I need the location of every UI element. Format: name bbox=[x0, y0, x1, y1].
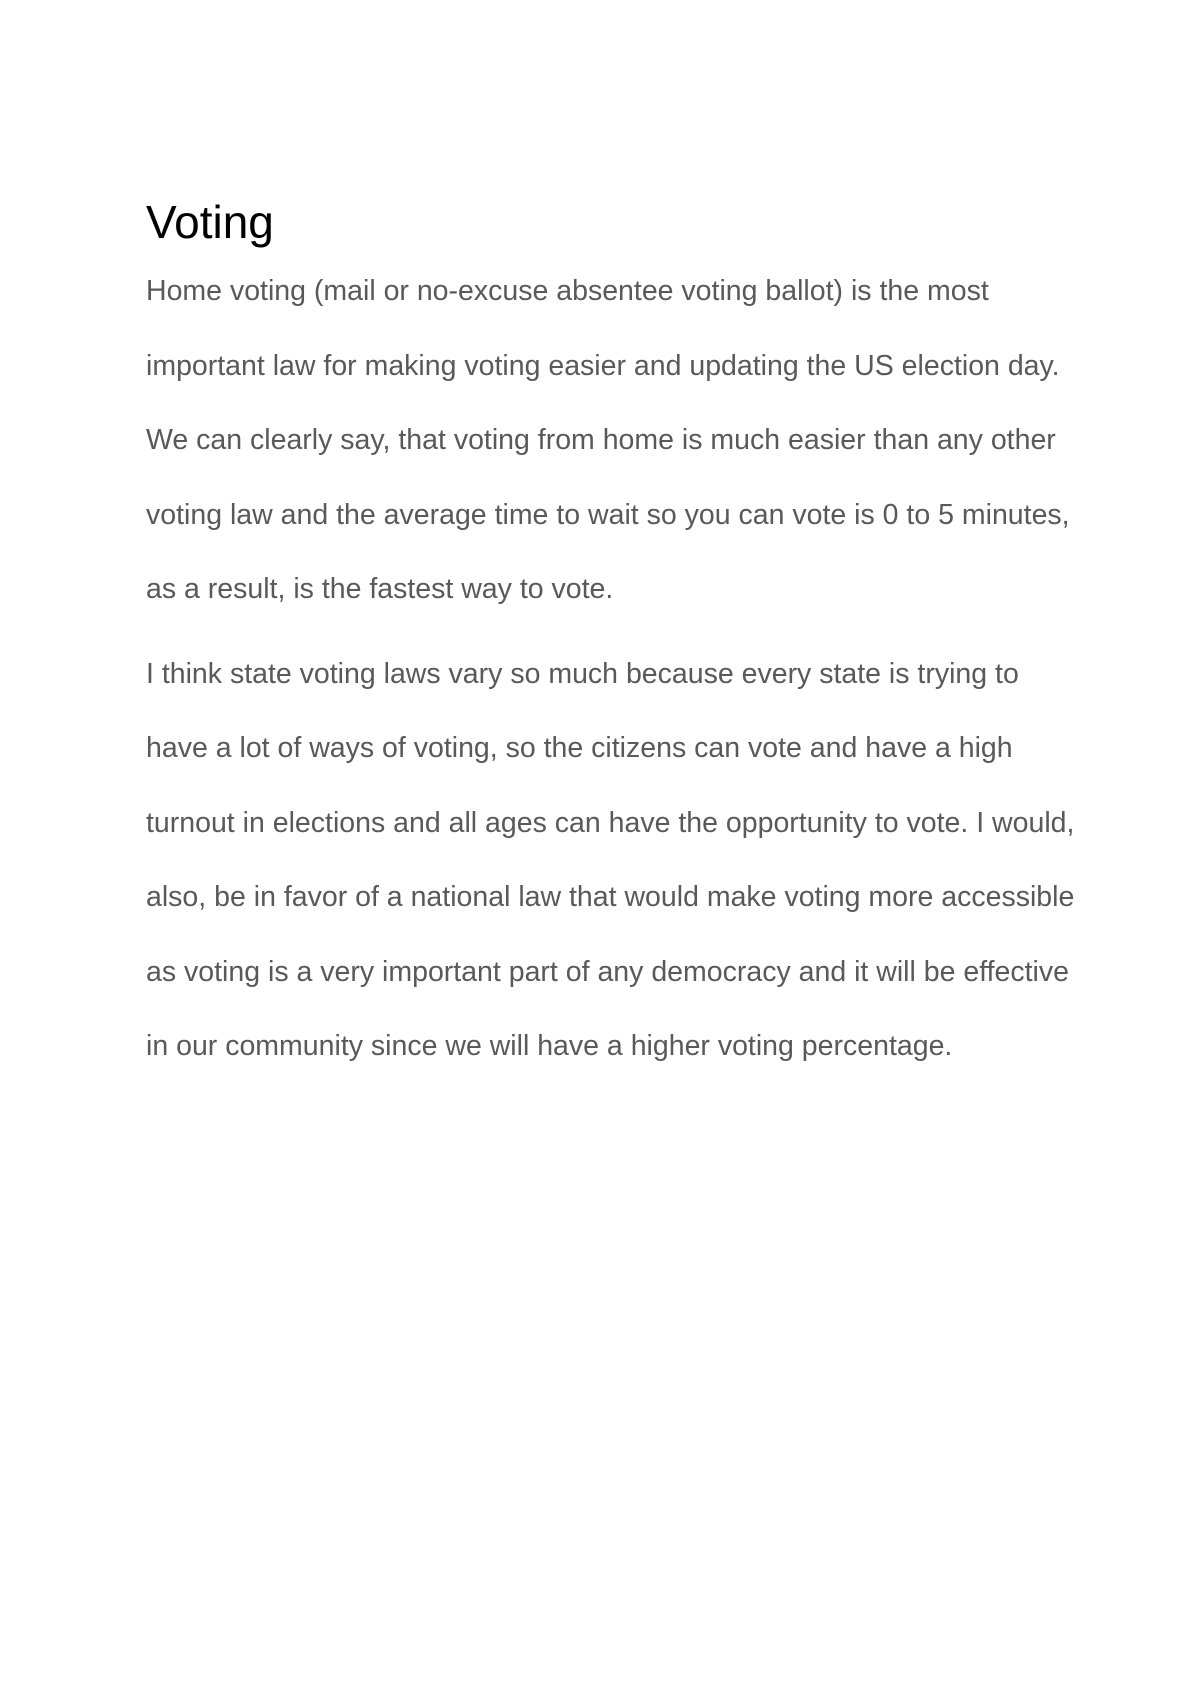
paragraph-state-voting-laws: I think state voting laws vary so much because every state is trying to have a lot of ways of voting, so the citizens can vote and have a high turnout in elections and all ages can have the opportunity to vote. I would, also, be in favor of a national law that would make voting more accessible as voting is a very important part of any democracy and it will be effective in our community since we will have a higher voting percentage. bbox=[146, 657, 1075, 1062]
paragraph-home-voting: Home voting (mail or no-excuse absentee voting ballot) is the most important law for making voting easier and updating the US election day. We can clearly say, that voting from home is much easier than any other voting law and the average time to wait so you can vote is 0 to 5 minutes, as a result, is the fastest way to vote. bbox=[146, 275, 1070, 605]
document-title: Voting bbox=[146, 196, 274, 248]
document-body bbox=[146, 190, 1076, 1084]
